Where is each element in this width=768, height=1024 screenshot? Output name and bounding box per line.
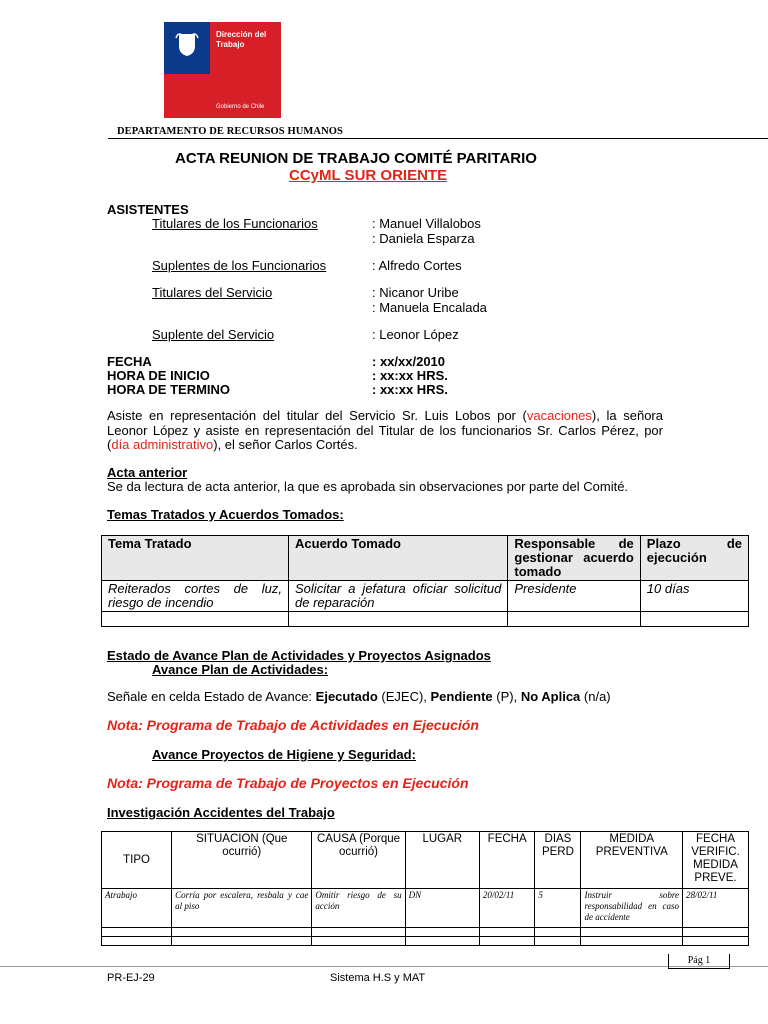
table-cell: Corría por escalera, resbala y cae al piso — [172, 889, 312, 928]
table-cell: 28/02/11 — [683, 889, 749, 928]
logo-line2: Trabajo — [216, 40, 245, 49]
page-subtitle: CCyML SUR ORIENTE — [289, 167, 448, 184]
table-header-cell: LUGAR — [405, 832, 479, 889]
table-cell: Instruir sobre responsabilidad en caso de accidente — [581, 889, 683, 928]
table-cell: 10 días — [640, 581, 748, 612]
attendee-group-label: Titulares de los Funcionarios — [152, 216, 318, 231]
table-cell: Solicitar a jefatura oficiar solicitud de reparación — [289, 581, 508, 612]
reason-vacaciones: vacaciones — [526, 408, 592, 423]
attendee-name: : Nicanor Uribe — [372, 285, 459, 300]
table-cell: Reiterados cortes de luz, riesgo de incendio — [102, 581, 289, 612]
previous-text: Se da lectura de acta anterior, la que es aprobada sin observaciones por parte del Comité. — [107, 479, 629, 494]
attendees-heading: ASISTENTES — [107, 202, 189, 217]
attendee-name: : Manuela Encalada — [372, 300, 487, 315]
table-cell: 20/02/11 — [479, 889, 534, 928]
table-header-cell: Plazo de ejecución — [640, 536, 748, 581]
table-header-cell: Acuerdo Tomado — [289, 536, 508, 581]
table-header-row — [102, 536, 749, 581]
attendee-name: : Manuel Villalobos — [372, 216, 481, 231]
accidents-table — [101, 831, 749, 946]
representation-paragraph: Asiste en representación del titular del Servicio Sr. Luis Lobos por (vacaciones), la señora Leonor López y asiste en representación del Titular de los funcionarios Sr. Carlos Pérez, por (día administrativo), el señor Carlos Cortés. — [107, 408, 663, 452]
table-cell: Omitir riesgo de su acción — [312, 889, 405, 928]
table-row — [102, 889, 749, 928]
table-cell: 5 — [535, 889, 581, 928]
logo-line1: Dirección del — [216, 30, 267, 39]
meta-label: FECHA — [107, 354, 152, 369]
progress-instruction: Señale en celda Estado de Avance: Ejecutado (EJEC), Pendiente (P), No Aplica (n/a) — [107, 689, 611, 704]
table-row — [102, 928, 749, 937]
attendee-name: : Alfredo Cortes — [372, 258, 462, 273]
attendee-name: : Leonor López — [372, 327, 459, 342]
table-cell: Presidente — [508, 581, 640, 612]
attendee-group-label: Suplentes de los Funcionarios — [152, 258, 327, 273]
note-activities: Nota: Programa de Trabajo de Actividades en Ejecución — [107, 717, 479, 733]
table-row — [102, 937, 749, 946]
previous-heading: Acta anterior — [107, 465, 188, 480]
table-header-cell: SITUACION (Que ocurrió) — [172, 832, 312, 889]
table-header-cell: TIPO — [102, 832, 172, 889]
footer-system: Sistema H.S y MAT — [330, 972, 426, 984]
logo-line3: Gobierno de Chile — [216, 104, 265, 110]
meta-value: : xx:xx HRS. — [372, 368, 448, 383]
reason-dia-administrativo: día administrativo — [111, 437, 214, 452]
attendee-group-label: Titulares del Servicio — [152, 285, 273, 300]
page-title: ACTA REUNION DE TRABAJO COMITÉ PARITARIO — [175, 150, 537, 167]
footer-code: PR-EJ-29 — [107, 972, 155, 984]
table-header-cell: MEDIDA PREVENTIVA — [581, 832, 683, 889]
attendee-name: : Daniela Esparza — [372, 231, 475, 246]
topics-heading: Temas Tratados y Acuerdos Tomados: — [107, 507, 344, 522]
logo — [164, 22, 281, 118]
table-header-row — [102, 832, 749, 889]
table-header-cell: Responsable de gestionar acuerdo tomado — [508, 536, 640, 581]
progress-sub2: Avance Proyectos de Higiene y Seguridad: — [152, 747, 416, 762]
table-row — [102, 581, 749, 612]
table-header-cell: DIAS PERD — [535, 832, 581, 889]
coat-of-arms-icon — [174, 30, 200, 58]
meta-label: HORA DE INICIO — [107, 368, 210, 383]
progress-sub1: Avance Plan de Actividades: — [152, 662, 329, 677]
page-number: Pág 1 — [668, 954, 730, 969]
table-cell: Atrabajo — [102, 889, 172, 928]
progress-heading: Estado de Avance Plan de Actividades y Proyectos Asignados — [107, 648, 491, 663]
accidents-heading: Investigación Accidentes del Trabajo — [107, 805, 335, 820]
meta-value: : xx:xx HRS. — [372, 382, 448, 397]
footer-rule — [0, 966, 768, 967]
header-rule — [108, 138, 768, 139]
table-header-cell: FECHA — [479, 832, 534, 889]
department: DEPARTAMENTO DE RECURSOS HUMANOS — [117, 126, 343, 137]
note-projects: Nota: Programa de Trabajo de Proyectos en Ejecución — [107, 775, 469, 791]
table-cell: DN — [405, 889, 479, 928]
table-header-cell: FECHA VERIFIC. MEDIDA PREVE. — [683, 832, 749, 889]
meta-label: HORA DE TERMINO — [107, 382, 231, 397]
attendee-group-label: Suplente del Servicio — [152, 327, 275, 342]
meta-value: : xx/xx/2010 — [372, 354, 446, 369]
topics-table — [101, 535, 749, 627]
table-header-cell: CAUSA (Porque ocurrió) — [312, 832, 405, 889]
table-header-cell: Tema Tratado — [102, 536, 289, 581]
table-row — [102, 612, 749, 627]
